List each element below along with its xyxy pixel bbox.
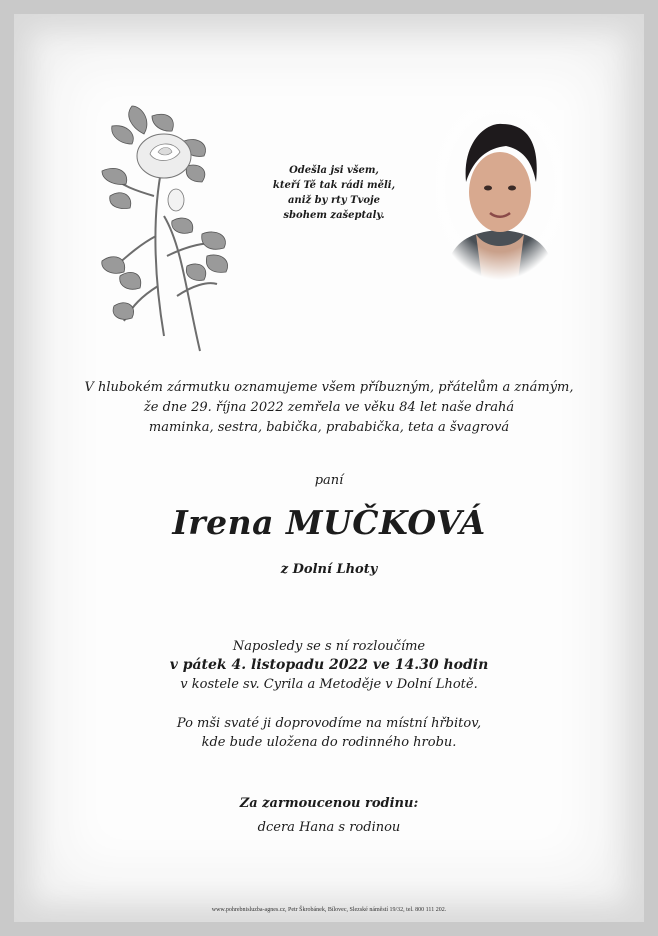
deceased-name: Irena MUČKOVÁ	[172, 503, 486, 542]
signature-name: dcera Hana s rodinou	[257, 820, 401, 835]
funeral-place: v kostele sv. Cyrila a Metoděje v Dolní Lhotě.	[180, 677, 478, 692]
deceased-origin: z Dolní Lhoty	[280, 562, 378, 577]
announcement-line: že dne 29. října 2022 zemřela ve věku 84 let naše drahá	[143, 400, 515, 415]
funeral-details	[0, 637, 658, 694]
funeral-service-footer: www.pohrebnisluzba-agnes.cz, Petr Škrobánek, Bílovec, Slezské náměstí 19/32, tel. 800 111 202.	[211, 907, 447, 913]
announcement-line: maminka, sestra, babička, prababička, teta a švagrová	[148, 420, 510, 435]
burial-line: Po mši svaté ji doprovodíme na místní hřbitov,	[176, 716, 482, 731]
funeral-intro: Naposledy se s ní rozloučíme	[232, 639, 426, 654]
salutation: paní	[314, 473, 344, 488]
signature-heading: Za zarmoucenou rodinu:	[239, 796, 419, 811]
burial-details	[0, 714, 658, 752]
rose-illustration	[92, 96, 242, 358]
burial-line: kde bude uložena do rodinného hrobu.	[201, 735, 457, 750]
poem-line: sbohem zašeptaly.	[283, 210, 385, 221]
poem-line: kteří Tě tak rádi měli,	[272, 180, 396, 191]
poem-line: aniž by rty Tvoje	[287, 195, 381, 206]
announcement-line: V hlubokém zármutku oznamujeme všem příbuzným, přátelům a známým,	[84, 380, 574, 395]
poem-line: Odešla jsi všem,	[289, 165, 379, 176]
death-announcement	[0, 378, 658, 438]
funeral-datetime: v pátek 4. listopadu 2022 ve 14.30 hodin	[169, 657, 489, 673]
memorial-poem	[258, 163, 410, 223]
portrait-photo	[436, 110, 564, 280]
